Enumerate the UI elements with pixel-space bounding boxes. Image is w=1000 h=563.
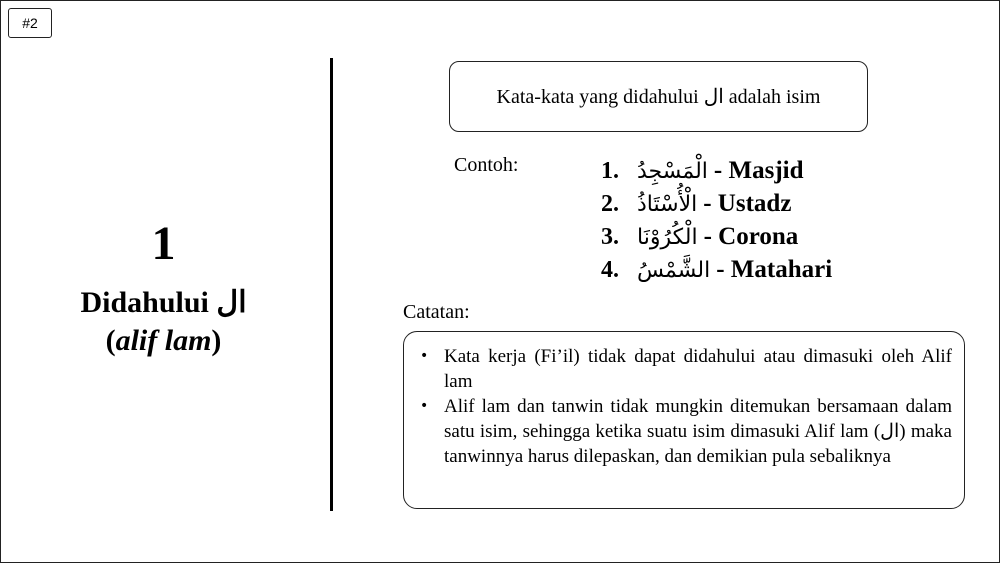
note-item <box>416 394 952 469</box>
note-text: Kata kerja (Fi’il) tidak dapat didahului atau dimasuki oleh Alif lam <box>444 346 952 392</box>
vertical-divider <box>330 58 333 511</box>
example-number: 3. <box>601 224 619 250</box>
example-number: 1. <box>601 158 619 184</box>
example-arabic: الْمَسْجِدُ <box>637 159 708 184</box>
example-meaning: - Corona <box>703 223 799 250</box>
subtitle-close-paren: ) <box>211 324 222 357</box>
topic-panel <box>41 216 286 360</box>
example-meaning: - Matahari <box>716 256 833 283</box>
bullet-icon: • <box>420 348 429 364</box>
example-item <box>601 223 921 256</box>
example-number: 4. <box>601 257 619 283</box>
note-text: Alif lam dan tanwin tidak mungkin ditemukan bersamaan dalam satu isim, sehingga ketika suatu isim dimasuki Alif lam (ال) maka tanwinnya harus dilepaskan, dan demikian pula sebaliknya <box>444 396 952 467</box>
topic-number: 1 <box>151 217 176 270</box>
example-number: 2. <box>601 191 619 217</box>
example-item <box>601 157 921 190</box>
bullet-icon: • <box>420 398 429 414</box>
example-arabic: الْأُسْتَاذُ <box>637 192 698 217</box>
note-item <box>416 344 952 394</box>
examples-list <box>601 157 921 289</box>
notes-label: Catatan: <box>403 301 470 323</box>
example-meaning: - Masjid <box>713 157 804 184</box>
slide-number-badge: #2 <box>8 8 52 38</box>
subtitle-italic: alif lam <box>115 324 212 357</box>
subtitle-open-paren: ( <box>105 324 116 357</box>
rule-text: Kata-kata yang didahului ال adalah isim <box>496 86 821 108</box>
example-item <box>601 256 921 289</box>
topic-subtitle <box>41 322 286 360</box>
examples-label: Contoh: <box>454 154 519 176</box>
example-item <box>601 190 921 223</box>
notes-list <box>416 344 952 469</box>
example-meaning: - Ustadz <box>703 190 792 217</box>
notes-box <box>403 331 965 509</box>
example-arabic: الْكُرُوْنَا <box>637 225 698 250</box>
topic-title: Didahului ال <box>80 286 247 319</box>
example-arabic: الشَّمْسُ <box>637 258 711 283</box>
rule-box <box>449 61 868 132</box>
